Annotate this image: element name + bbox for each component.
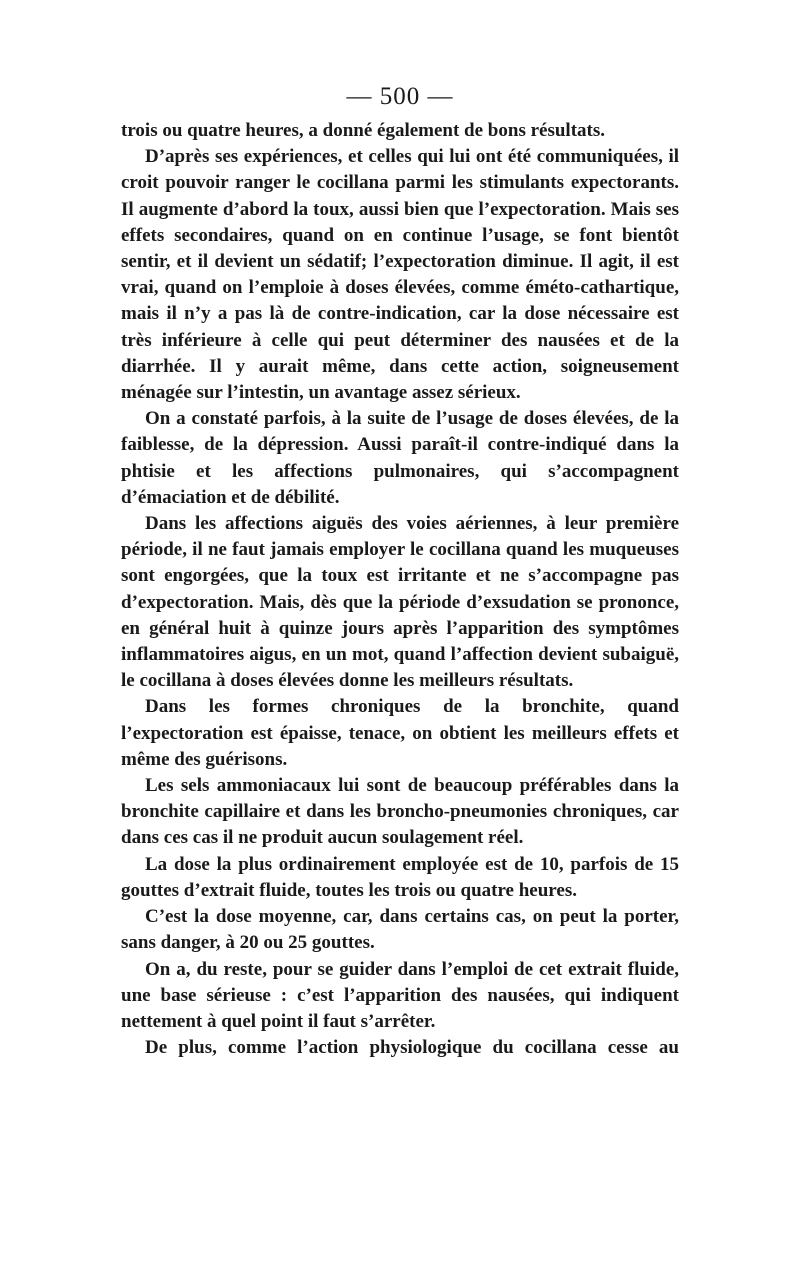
- paragraph-9: On a, du reste, pour se guider dans l’emploi de cet extrait fluide, une base sérieuse : c’est l’apparition des nausées, qui indiquent nettement à quel point il faut s’arrêter.: [121, 958, 679, 1032]
- paragraph-6: Les sels ammoniacaux lui sont de beaucoup préférables dans la bronchite capillaire et dans les broncho-pneumonies chroniques, car dans ces cas il ne produit aucun soulagement réel.: [121, 775, 679, 849]
- page-number: — 500 —: [346, 83, 454, 110]
- paragraph-1: trois ou quatre heures, a donné également de bons résultats.: [121, 120, 605, 141]
- paragraph-10: De plus, comme l’action physiologique du cocillana cesse au: [145, 1037, 679, 1059]
- paragraph-5: Dans les formes chroniques de la bronchite, quand l’expectoration est épaisse, tenace, on obtient les meilleurs effets et même des guérisons.: [121, 696, 679, 770]
- paragraph-3: On a constaté parfois, à la suite de l’usage de doses élevées, de la faiblesse, de la dépression. Aussi paraît-il contre-indiqué dans la phtisie et les affections pulmonaires, qui s’accompagnent d’émaciation et de débilité.: [121, 408, 679, 508]
- body-text: [121, 118, 679, 1061]
- paragraph-7: La dose la plus ordinairement employée est de 10, parfois de 15 gouttes d’extrait fluide, toutes les trois ou quatre heures.: [121, 853, 679, 901]
- paragraph-4: Dans les affections aiguës des voies aériennes, à leur première période, il ne faut jamais employer le cocillana quand les muqueuses sont engorgées, que la toux est irritante et ne s’accompagne pas d’expectoration. Mais, dès que la période d’exsudation se prononce, en général huit à quinze jours après l’apparition des symptômes inflammatoires aigus, en un mot, quand l’affection devient subaiguë, le cocillana à doses élevées donne les meilleurs résultats.: [121, 513, 679, 692]
- paragraph-2: D’après ses expériences, et celles qui lui ont été communiquées, il croit pouvoir ranger le cocillana parmi les stimulants expectorants. Il augmente d’abord la toux, aussi bien que l’expectoration. Mais ses effets secondaires, quand on en continue l’usage, se font bientôt sentir, et il devient un sédatif; l’expectoration diminue. Il agit, il est vrai, quand on l’emploie à doses élevées, comme éméto-cathartique, mais il n’y a pas là de contre-indication, car la dose nécessaire est très inférieure à celle qui peut déterminer des nausées et de la diarrhée. Il y aurait même, dans cette action, soigneusement ménagée sur l’intestin, un avantage assez sérieux.: [121, 146, 679, 404]
- paragraph-8: C’est la dose moyenne, car, dans certains cas, on peut la porter, sans danger, à 20 ou 25 gouttes.: [121, 906, 679, 954]
